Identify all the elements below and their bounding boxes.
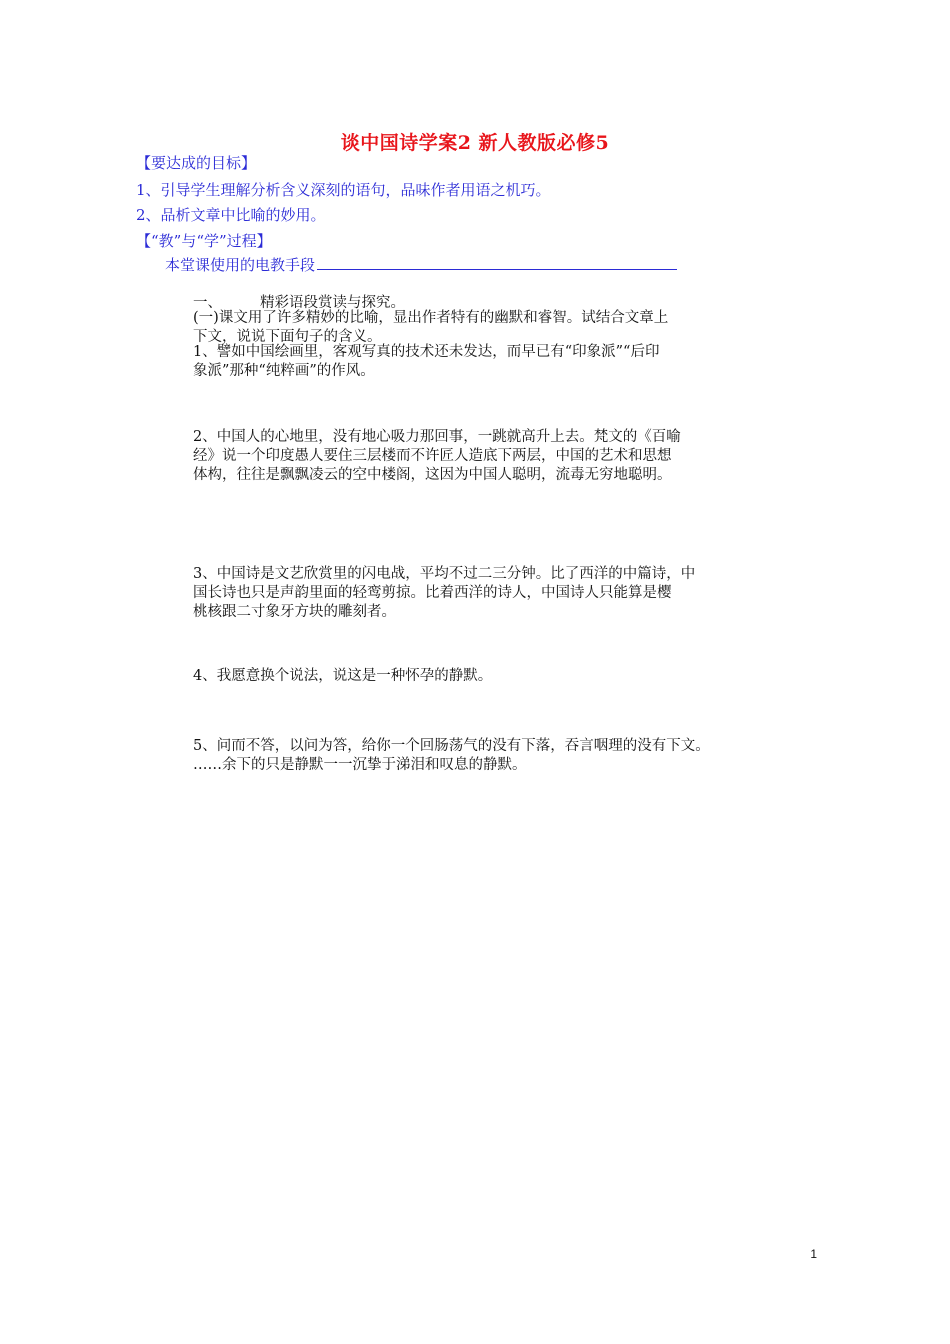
goals-heading: 【要达成的目标】 (136, 154, 257, 172)
question-line: 5、问而不答，以问为答，给你一个回肠荡气的没有下落，吞言咽理的没有下文。 (193, 738, 710, 754)
section-1-title: 精彩语段赏读与探究。 (260, 295, 405, 311)
section-1-number: 一、 (193, 295, 222, 311)
question-line: 4、我愿意换个说法，说这是一种怀孕的静默。 (193, 668, 493, 684)
intro-line: 下文，说说下面句子的含义。 (193, 329, 382, 345)
question-item-2 (193, 428, 758, 485)
media-label: 本堂课使用的电教手段 (165, 256, 316, 274)
question-line: 3、中国诗是文艺欣赏里的闪电战，平均不过二三分钟。比了西洋的中篇诗，中 (193, 566, 696, 582)
question-line: 1、譬如中国绘画里，客观写真的技术还未发达，而早已有“印象派”“后印 (193, 344, 660, 360)
question-line: 经》说一个印度愚人要住三层楼而不许匠人造底下两层，中国的艺术和思想 (193, 448, 672, 464)
question-item-4 (193, 667, 758, 686)
question-item-5 (193, 737, 773, 775)
intro-line: (一)课文用了许多精妙的比喻，显出作者特有的幽默和睿智。试结合文章上 (193, 310, 669, 326)
goal-item-2: 2、品析文章中比喻的妙用。 (136, 206, 326, 224)
question-line: 2、中国人的心地里，没有地心吸力那回事，一跳就高升上去。梵文的《百喻 (193, 429, 681, 445)
question-line: 桃核跟二寸象牙方块的雕刻者。 (193, 604, 396, 620)
page-number: 1 (810, 1247, 817, 1261)
question-line: ……余下的只是静默一一沉挚于涕泪和叹息的静默。 (193, 757, 527, 773)
process-heading: 【“教”与“学”过程】 (136, 232, 272, 250)
question-item-1 (193, 343, 758, 381)
question-line: 体构，往往是飘飘凌云的空中楼阁，这因为中国人聪明，流毒无穷地聪明。 (193, 467, 672, 483)
goal-item-1: 1、引导学生理解分析含义深刻的语句，品味作者用语之机巧。 (136, 181, 551, 199)
question-line: 象派”那种“纯粹画”的作风。 (193, 363, 375, 379)
intro-paragraph (193, 309, 758, 347)
question-item-3 (193, 565, 758, 622)
fill-in-blank-line (317, 255, 677, 270)
document-title: 谈中国诗学案2 新人教版必修5 (340, 132, 610, 154)
question-line: 国长诗也只是声韵里面的轻鸾剪掠。比着西洋的诗人，中国诗人只能算是樱 (193, 585, 672, 601)
media-line (165, 254, 677, 275)
